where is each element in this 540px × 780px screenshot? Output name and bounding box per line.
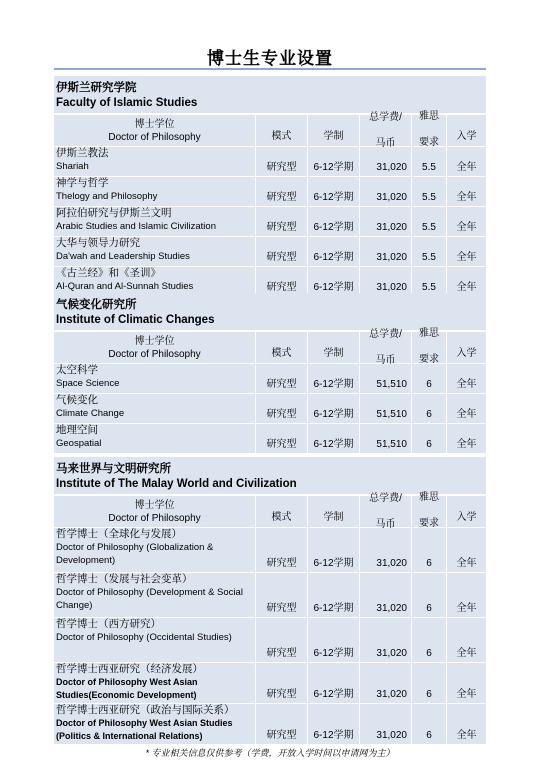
program-duration: 6-12学期 bbox=[308, 663, 360, 703]
program-name-cn: 《古兰经》和《圣训》 bbox=[56, 267, 161, 279]
program-fee: 31,020 bbox=[360, 237, 412, 266]
program-duration: 6-12学期 bbox=[308, 704, 360, 744]
col-duration-header: 学制 bbox=[308, 332, 360, 363]
table-row bbox=[54, 206, 486, 236]
program-mode: 研究型 bbox=[256, 424, 308, 453]
program-fee: 31,020 bbox=[360, 618, 412, 662]
program-intake: 全年 bbox=[456, 379, 477, 390]
program-mode: 研究型 bbox=[256, 267, 308, 296]
program-duration: 6-12学期 bbox=[308, 147, 360, 176]
program-name-en: Arabic Studies and Islamic Civilization bbox=[56, 221, 216, 232]
program-fee: 31,020 bbox=[360, 704, 412, 744]
table-row bbox=[54, 266, 486, 296]
title-divider bbox=[54, 68, 486, 70]
program-intake: 全年 bbox=[456, 409, 477, 420]
program-ielts: 6 bbox=[412, 573, 447, 617]
page-title: 博士生专业设置 bbox=[207, 49, 333, 68]
col-mode-header: 模式 bbox=[256, 115, 308, 146]
program-intake: 全年 bbox=[456, 282, 477, 293]
program-name-en: Geospatial bbox=[56, 438, 102, 449]
program-intake: 全年 bbox=[456, 192, 477, 203]
col-ielts-header: 雅思 要求 bbox=[412, 332, 447, 363]
col-ielts-header: 雅思 要求 bbox=[412, 496, 447, 527]
table-row bbox=[54, 176, 486, 206]
program-mode: 研究型 bbox=[256, 237, 308, 266]
program-mode: 研究型 bbox=[256, 177, 308, 206]
section-heading bbox=[54, 457, 486, 495]
program-mode: 研究型 bbox=[256, 704, 308, 744]
program-name-cn: 地理空间 bbox=[56, 424, 98, 436]
col-fee-header: 总学费/ 马币 bbox=[360, 115, 412, 146]
section-name-en: Institute of Climatic Changes bbox=[56, 314, 215, 326]
section-climatic-changes bbox=[54, 293, 486, 453]
program-mode: 研究型 bbox=[256, 147, 308, 176]
col-fee-header: 总学费/ 马币 bbox=[360, 332, 412, 363]
section-islamic-studies bbox=[54, 76, 486, 296]
program-name-en: Thelogy and Philosophy bbox=[56, 191, 158, 202]
table-row bbox=[54, 363, 486, 393]
program-intake: 全年 bbox=[456, 439, 477, 450]
program-name-cn: 哲学博士西亚研究（经济发展） bbox=[56, 663, 203, 675]
program-duration: 6-12学期 bbox=[308, 573, 360, 617]
program-intake: 全年 bbox=[456, 222, 477, 233]
col-mode-header: 模式 bbox=[256, 496, 308, 527]
program-duration: 6-12学期 bbox=[308, 528, 360, 572]
program-name-cn: 大华与领导力研究 bbox=[56, 237, 140, 249]
section-name-en: Faculty of Islamic Studies bbox=[56, 97, 198, 109]
table-row bbox=[54, 617, 486, 662]
table-row bbox=[54, 572, 486, 617]
program-ielts: 5.5 bbox=[412, 267, 447, 296]
col-intake-header: 入学 bbox=[456, 131, 477, 142]
program-fee: 31,020 bbox=[360, 528, 412, 572]
program-fee: 31,020 bbox=[360, 177, 412, 206]
section-malay-world bbox=[54, 457, 486, 744]
section-heading bbox=[54, 76, 486, 114]
program-mode: 研究型 bbox=[256, 528, 308, 572]
program-ielts: 6 bbox=[412, 364, 447, 393]
program-duration: 6-12学期 bbox=[308, 207, 360, 236]
program-intake: 全年 bbox=[456, 730, 477, 741]
program-name-en: Doctor of Philosophy West Asian Studies(Economic Development) bbox=[56, 677, 198, 700]
program-fee: 31,020 bbox=[360, 147, 412, 176]
program-name-cn: 阿拉伯研究与伊斯兰文明 bbox=[56, 207, 172, 219]
col-duration-header: 学制 bbox=[308, 496, 360, 527]
program-name-en: Space Science bbox=[56, 378, 120, 389]
program-name-en: Doctor of Philosophy West Asian Studies (Politics & International Relations) bbox=[56, 718, 233, 741]
program-duration: 6-12学期 bbox=[308, 394, 360, 423]
program-name-en: Doctor of Philosophy (Occidental Studies) bbox=[56, 632, 232, 643]
table-header-row bbox=[54, 111, 486, 149]
table-header-row bbox=[54, 328, 486, 366]
table-row bbox=[54, 393, 486, 423]
table-row bbox=[54, 662, 486, 703]
col-degree-header: 博士学位 Doctor of Philosophy bbox=[54, 115, 256, 146]
program-name-en: Da'wah and Leadership Studies bbox=[56, 251, 190, 262]
col-intake-header: 入学 bbox=[456, 512, 477, 523]
col-fee-header: 总学费/ 马币 bbox=[360, 496, 412, 527]
program-duration: 6-12学期 bbox=[308, 618, 360, 662]
col-degree-header: 博士学位 Doctor of Philosophy bbox=[54, 496, 256, 527]
section-name-en: Institute of The Malay World and Civilization bbox=[56, 478, 297, 490]
table-row bbox=[54, 236, 486, 266]
program-name-cn: 气候变化 bbox=[56, 394, 98, 406]
col-duration-header: 学制 bbox=[308, 115, 360, 146]
program-fee: 51,510 bbox=[360, 394, 412, 423]
section-name-cn: 马来世界与文明研究所 bbox=[56, 463, 171, 475]
program-name-cn: 神学与哲学 bbox=[56, 177, 109, 189]
program-mode: 研究型 bbox=[256, 207, 308, 236]
program-ielts: 5.5 bbox=[412, 177, 447, 206]
table-row bbox=[54, 703, 486, 744]
program-name-cn: 太空科学 bbox=[56, 364, 98, 376]
table-row bbox=[54, 527, 486, 572]
program-duration: 6-12学期 bbox=[308, 364, 360, 393]
program-name-en: Doctor of Philosophy (Globalization & Development) bbox=[56, 542, 214, 566]
program-ielts: 5.5 bbox=[412, 237, 447, 266]
program-mode: 研究型 bbox=[256, 573, 308, 617]
program-name-cn: 哲学博士（西方研究） bbox=[56, 618, 161, 630]
program-mode: 研究型 bbox=[256, 618, 308, 662]
program-name-en: Al-Quran and Al-Sunnah Studies bbox=[56, 281, 194, 292]
program-duration: 6-12学期 bbox=[308, 267, 360, 296]
program-mode: 研究型 bbox=[256, 663, 308, 703]
col-intake-header: 入学 bbox=[456, 348, 477, 359]
program-ielts: 6 bbox=[412, 618, 447, 662]
program-intake: 全年 bbox=[456, 558, 477, 569]
program-mode: 研究型 bbox=[256, 364, 308, 393]
program-duration: 6-12学期 bbox=[308, 177, 360, 206]
col-ielts-header: 雅思 要求 bbox=[412, 115, 447, 146]
table-row bbox=[54, 423, 486, 453]
footnote: * 专业相关信息仅供参考（学费，开放入学时间以申请网为主） bbox=[145, 748, 395, 758]
program-ielts: 6 bbox=[412, 528, 447, 572]
program-name-cn: 伊斯兰教法 bbox=[56, 147, 109, 159]
program-ielts: 5.5 bbox=[412, 147, 447, 176]
program-name-cn: 哲学博士（全球化与发展） bbox=[56, 528, 182, 540]
program-fee: 51,510 bbox=[360, 364, 412, 393]
program-ielts: 6 bbox=[412, 394, 447, 423]
program-intake: 全年 bbox=[456, 603, 477, 614]
program-ielts: 6 bbox=[412, 704, 447, 744]
program-intake: 全年 bbox=[456, 689, 477, 700]
col-mode-header: 模式 bbox=[256, 332, 308, 363]
program-name-cn: 哲学博士（发展与社会变革） bbox=[56, 573, 193, 585]
col-degree-header: 博士学位 Doctor of Philosophy bbox=[54, 332, 256, 363]
program-fee: 51,510 bbox=[360, 424, 412, 453]
table-row bbox=[54, 146, 486, 176]
section-name-cn: 伊斯兰研究学院 bbox=[56, 82, 137, 94]
program-mode: 研究型 bbox=[256, 394, 308, 423]
program-ielts: 5.5 bbox=[412, 207, 447, 236]
program-fee: 31,020 bbox=[360, 267, 412, 296]
table-header-row bbox=[54, 492, 486, 530]
program-name-en: Climate Change bbox=[56, 408, 125, 419]
program-fee: 31,020 bbox=[360, 207, 412, 236]
section-name-cn: 气候变化研究所 bbox=[56, 299, 137, 311]
section-heading bbox=[54, 293, 486, 331]
program-intake: 全年 bbox=[456, 648, 477, 659]
program-name-en: Shariah bbox=[56, 161, 89, 172]
program-intake: 全年 bbox=[456, 252, 477, 263]
program-intake: 全年 bbox=[456, 162, 477, 173]
program-fee: 31,020 bbox=[360, 663, 412, 703]
program-fee: 31,020 bbox=[360, 573, 412, 617]
program-name-cn: 哲学博士西亚研究（政治与国际关系） bbox=[56, 704, 235, 716]
program-ielts: 6 bbox=[412, 663, 447, 703]
program-name-en: Doctor of Philosophy (Development & Social Change) bbox=[56, 587, 243, 611]
program-duration: 6-12学期 bbox=[308, 424, 360, 453]
program-duration: 6-12学期 bbox=[308, 237, 360, 266]
program-ielts: 6 bbox=[412, 424, 447, 453]
